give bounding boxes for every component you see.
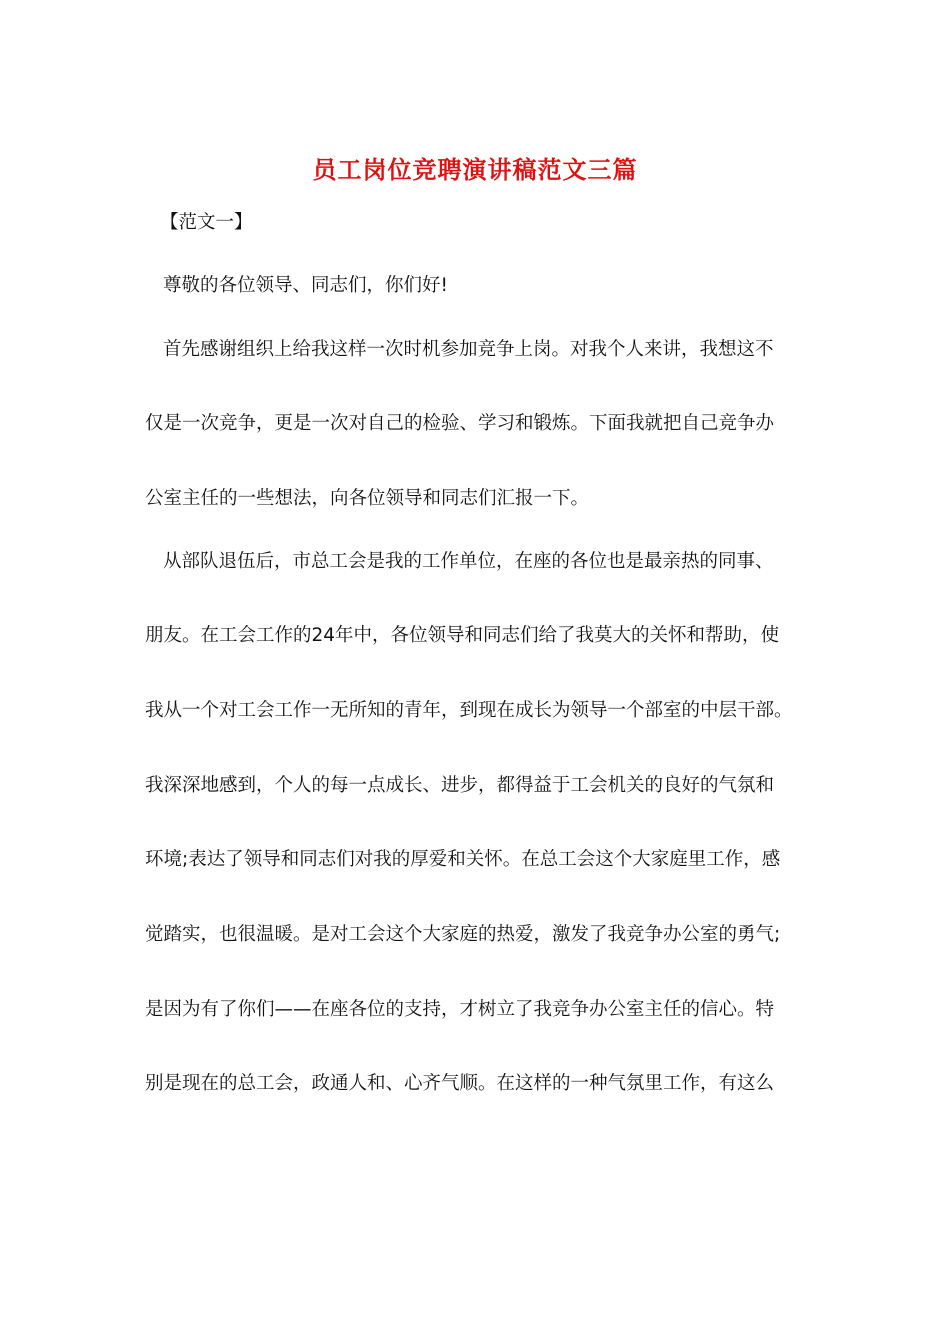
body-line: 是因为有了你们——在座各位的支持，才树立了我竞争办公室主任的信心。特	[145, 999, 775, 1020]
section-label: 【范文一】	[160, 212, 253, 233]
body-line: 首先感谢组织上给我这样一次时机参加竞争上岗。对我个人来讲，我想这不	[163, 339, 774, 360]
body-line: 从部队退伍后，市总工会是我的工作单位，在座的各位也是最亲热的同事、	[163, 551, 774, 572]
body-line: 朋友。在工会工作的24年中，各位领导和同志们给了我莫大的关怀和帮助，使	[145, 625, 780, 646]
body-line: 公室主任的一些想法，向各位领导和同志们汇报一下。	[145, 488, 590, 509]
body-line: 别是现在的总工会，政通人和、心齐气顺。在这样的一种气氛里工作，有这么	[145, 1073, 775, 1094]
body-line: 觉踏实，也很温暖。是对工会这个大家庭的热爱，激发了我竞争办公室的勇气;	[145, 924, 781, 945]
body-line-greeting: 尊敬的各位领导、同志们，你们好!	[163, 275, 448, 296]
body-line: 我从一个对工会工作一无所知的青年，到现在成长为领导一个部室的中层干部。	[145, 700, 793, 721]
document-title: 员工岗位竞聘演讲稿范文三篇	[312, 155, 638, 184]
body-line: 环境;表达了领导和同志们对我的厚爱和关怀。在总工会这个大家庭里工作，感	[145, 849, 781, 870]
body-line: 我深深地感到，个人的每一点成长、进步，都得益于工会机关的良好的气氛和	[145, 775, 775, 796]
body-line: 仅是一次竞争，更是一次对自己的检验、学习和锻炼。下面我就把自己竞争办	[145, 413, 775, 434]
